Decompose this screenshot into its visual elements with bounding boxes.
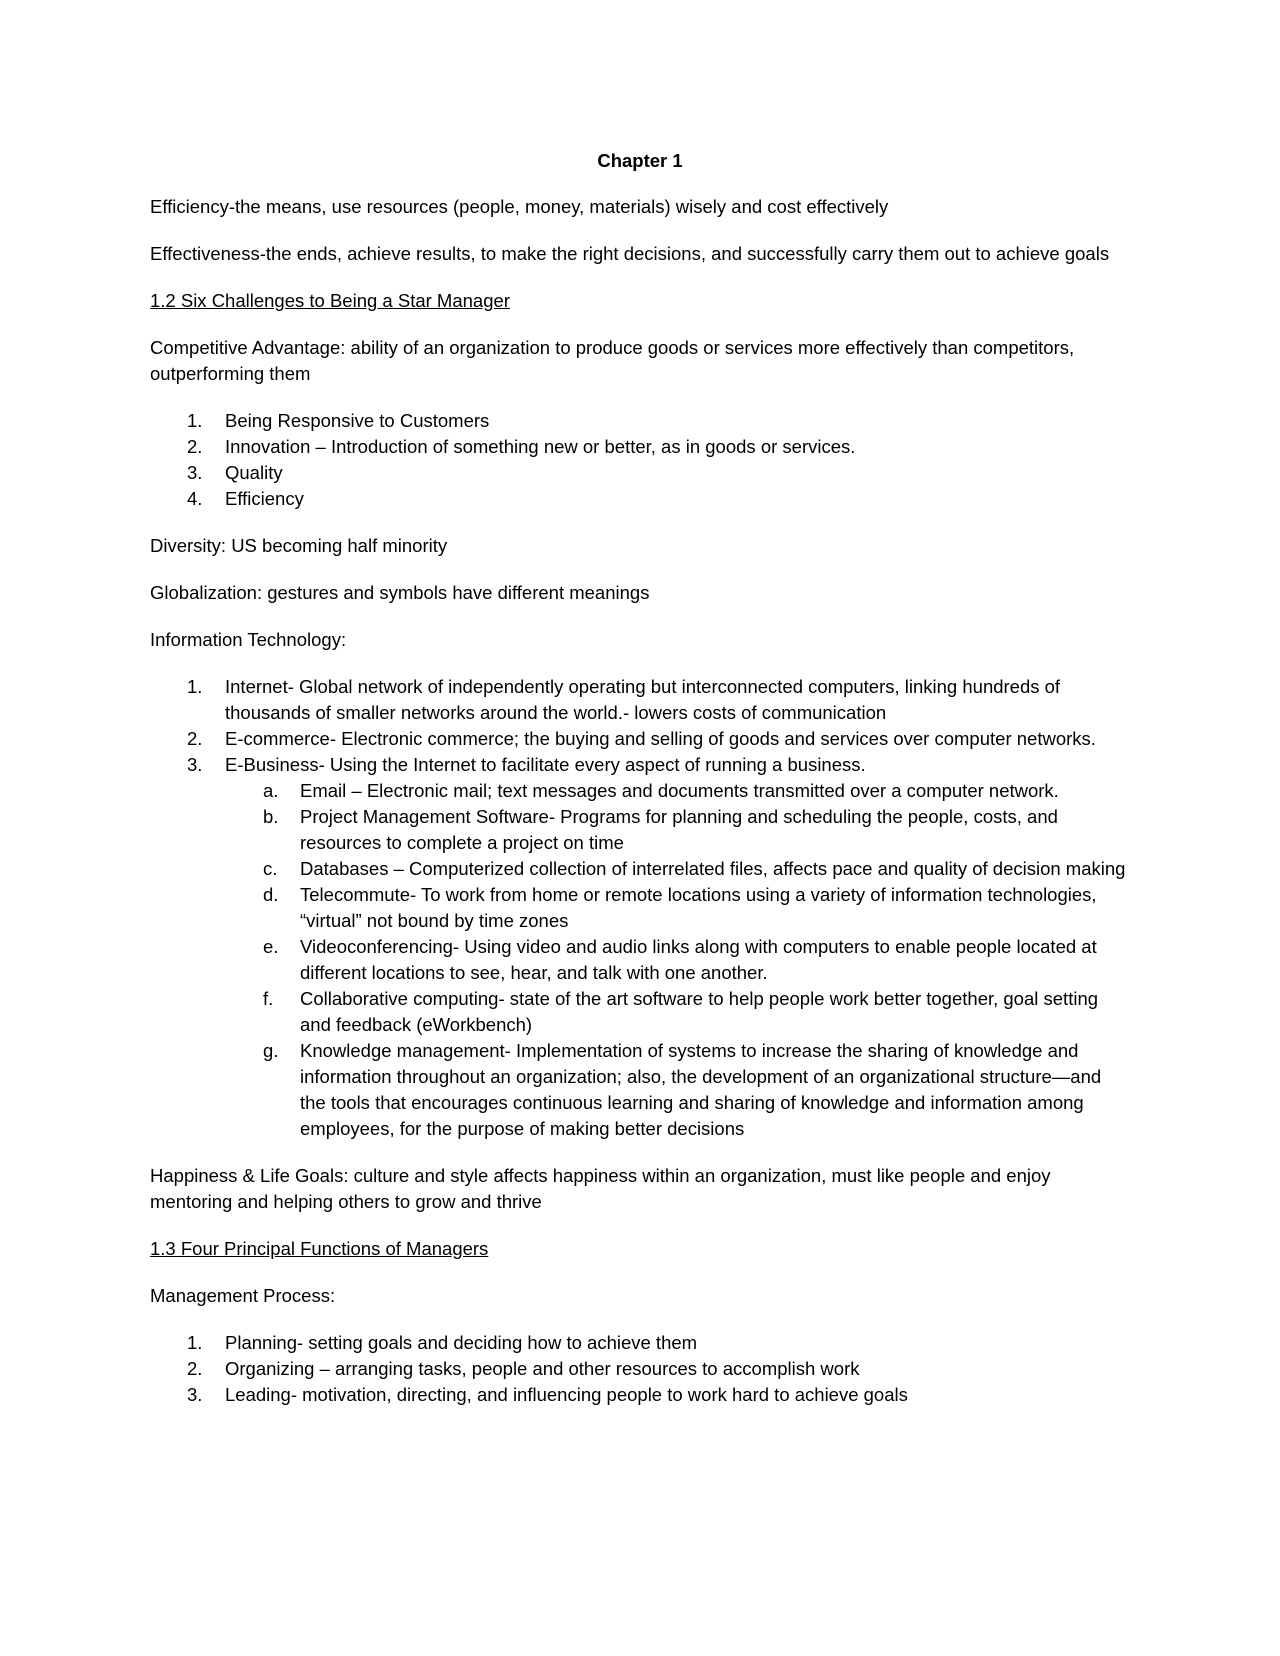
sublist-item [150,882,1130,934]
information-technology-label: Information Technology: [150,629,347,650]
list-item-text: Quality [225,462,283,483]
list-item [150,674,1130,726]
list-item [150,752,1130,1142]
list-item [150,486,1130,512]
competitive-advantage-paragraph: Competitive Advantage: ability of an organization to produce goods or services more effectively than competitors, outperforming them [150,337,1075,384]
list-item [150,1356,1130,1382]
sublist-item [150,986,1130,1038]
list-item-text: E-Business- Using the Internet to facilitate every aspect of running a business. [225,754,866,775]
list-item [150,1330,1130,1356]
list-item [150,726,1130,752]
section-heading-1-3: 1.3 Four Principal Functions of Managers [150,1238,489,1259]
list-number: 3. [187,754,203,775]
sublist-item-text: Collaborative computing- state of the art software to help people work better together, goal setting and feedback (eWorkbench) [300,988,1099,1035]
effectiveness-paragraph: Effectiveness-the ends, achieve results, to make the right decisions, and successfully carry them out to achieve goals [150,243,1110,264]
list-item [150,408,1130,434]
list-number: 2. [187,436,203,457]
sublist-item-text: Project Management Software- Programs for planning and scheduling the people, costs, and resources to complete a project on time [300,806,1058,853]
list-letter: f. [263,988,274,1009]
list-number: 2. [187,728,203,749]
list-number: 2. [187,1358,203,1379]
sublist-item-text: Databases – Computerized collection of interrelated files, affects pace and quality of decision making [300,858,1126,879]
list-item-text: E-commerce- Electronic commerce; the buying and selling of goods and services over computer networks. [225,728,1096,749]
list-item-text: Innovation – Introduction of something new or better, as in goods or services. [225,436,856,457]
list-letter: c. [263,858,278,879]
list-item [150,460,1130,486]
sublist-item-text: Videoconferencing- Using video and audio links along with computers to enable people located at different locations to see, hear, and talk with one another. [300,936,1097,983]
sublist-item [150,856,1130,882]
sublist-item [150,778,1130,804]
list-item-text: Organizing – arranging tasks, people and other resources to accomplish work [225,1358,860,1379]
diversity-paragraph: Diversity: US becoming half minority [150,535,448,556]
management-process-label: Management Process: [150,1285,336,1306]
happiness-paragraph: Happiness & Life Goals: culture and style affects happiness within an organization, must like people and enjoy mentoring and helping others to grow and thrive [150,1165,1051,1212]
information-technology-list [150,674,1130,1142]
list-item-text: Leading- motivation, directing, and influencing people to work hard to achieve goals [225,1384,908,1405]
section-heading-1-2: 1.2 Six Challenges to Being a Star Manager [150,290,510,311]
management-process-list [150,1330,1130,1408]
list-item [150,1382,1130,1408]
list-letter: b. [263,806,279,827]
sublist-item [150,934,1130,986]
sublist-item [150,1038,1130,1142]
list-item [150,434,1130,460]
globalization-paragraph: Globalization: gestures and symbols have different meanings [150,582,650,603]
competitive-advantage-list [150,408,1130,512]
list-item-text: Efficiency [225,488,304,509]
list-item-text: Planning- setting goals and deciding how to achieve them [225,1332,698,1353]
page-title: Chapter 1 [597,150,683,171]
list-number: 4. [187,488,203,509]
list-number: 3. [187,462,203,483]
sublist-item-text: Telecommute- To work from home or remote locations using a variety of information technologies, “virtual” not bound by time zones [300,884,1097,931]
list-number: 1. [187,676,203,697]
efficiency-paragraph: Efficiency-the means, use resources (people, money, materials) wisely and cost effectively [150,196,889,217]
list-number: 1. [187,410,203,431]
sublist-item-text: Email – Electronic mail; text messages and documents transmitted over a computer network. [300,780,1059,801]
document-page [150,148,1130,1429]
list-letter: a. [263,780,279,801]
list-number: 1. [187,1332,203,1353]
list-letter: e. [263,936,279,957]
sublist-item-text: Knowledge management- Implementation of systems to increase the sharing of knowledge and information throughout an organization; also, the development of an organizational structure—and the tools that encourages continuous learning and sharing of knowledge and information among employees, for the purpose of making better decisions [300,1040,1102,1139]
list-item-text: Internet- Global network of independently operating but interconnected computers, linking hundreds of thousands of smaller networks around the world.- lowers costs of communication [225,676,1061,723]
list-letter: g. [263,1040,279,1061]
ebusiness-sublist [150,778,1130,1142]
list-number: 3. [187,1384,203,1405]
list-letter: d. [263,884,279,905]
list-item-text: Being Responsive to Customers [225,410,490,431]
sublist-item [150,804,1130,856]
